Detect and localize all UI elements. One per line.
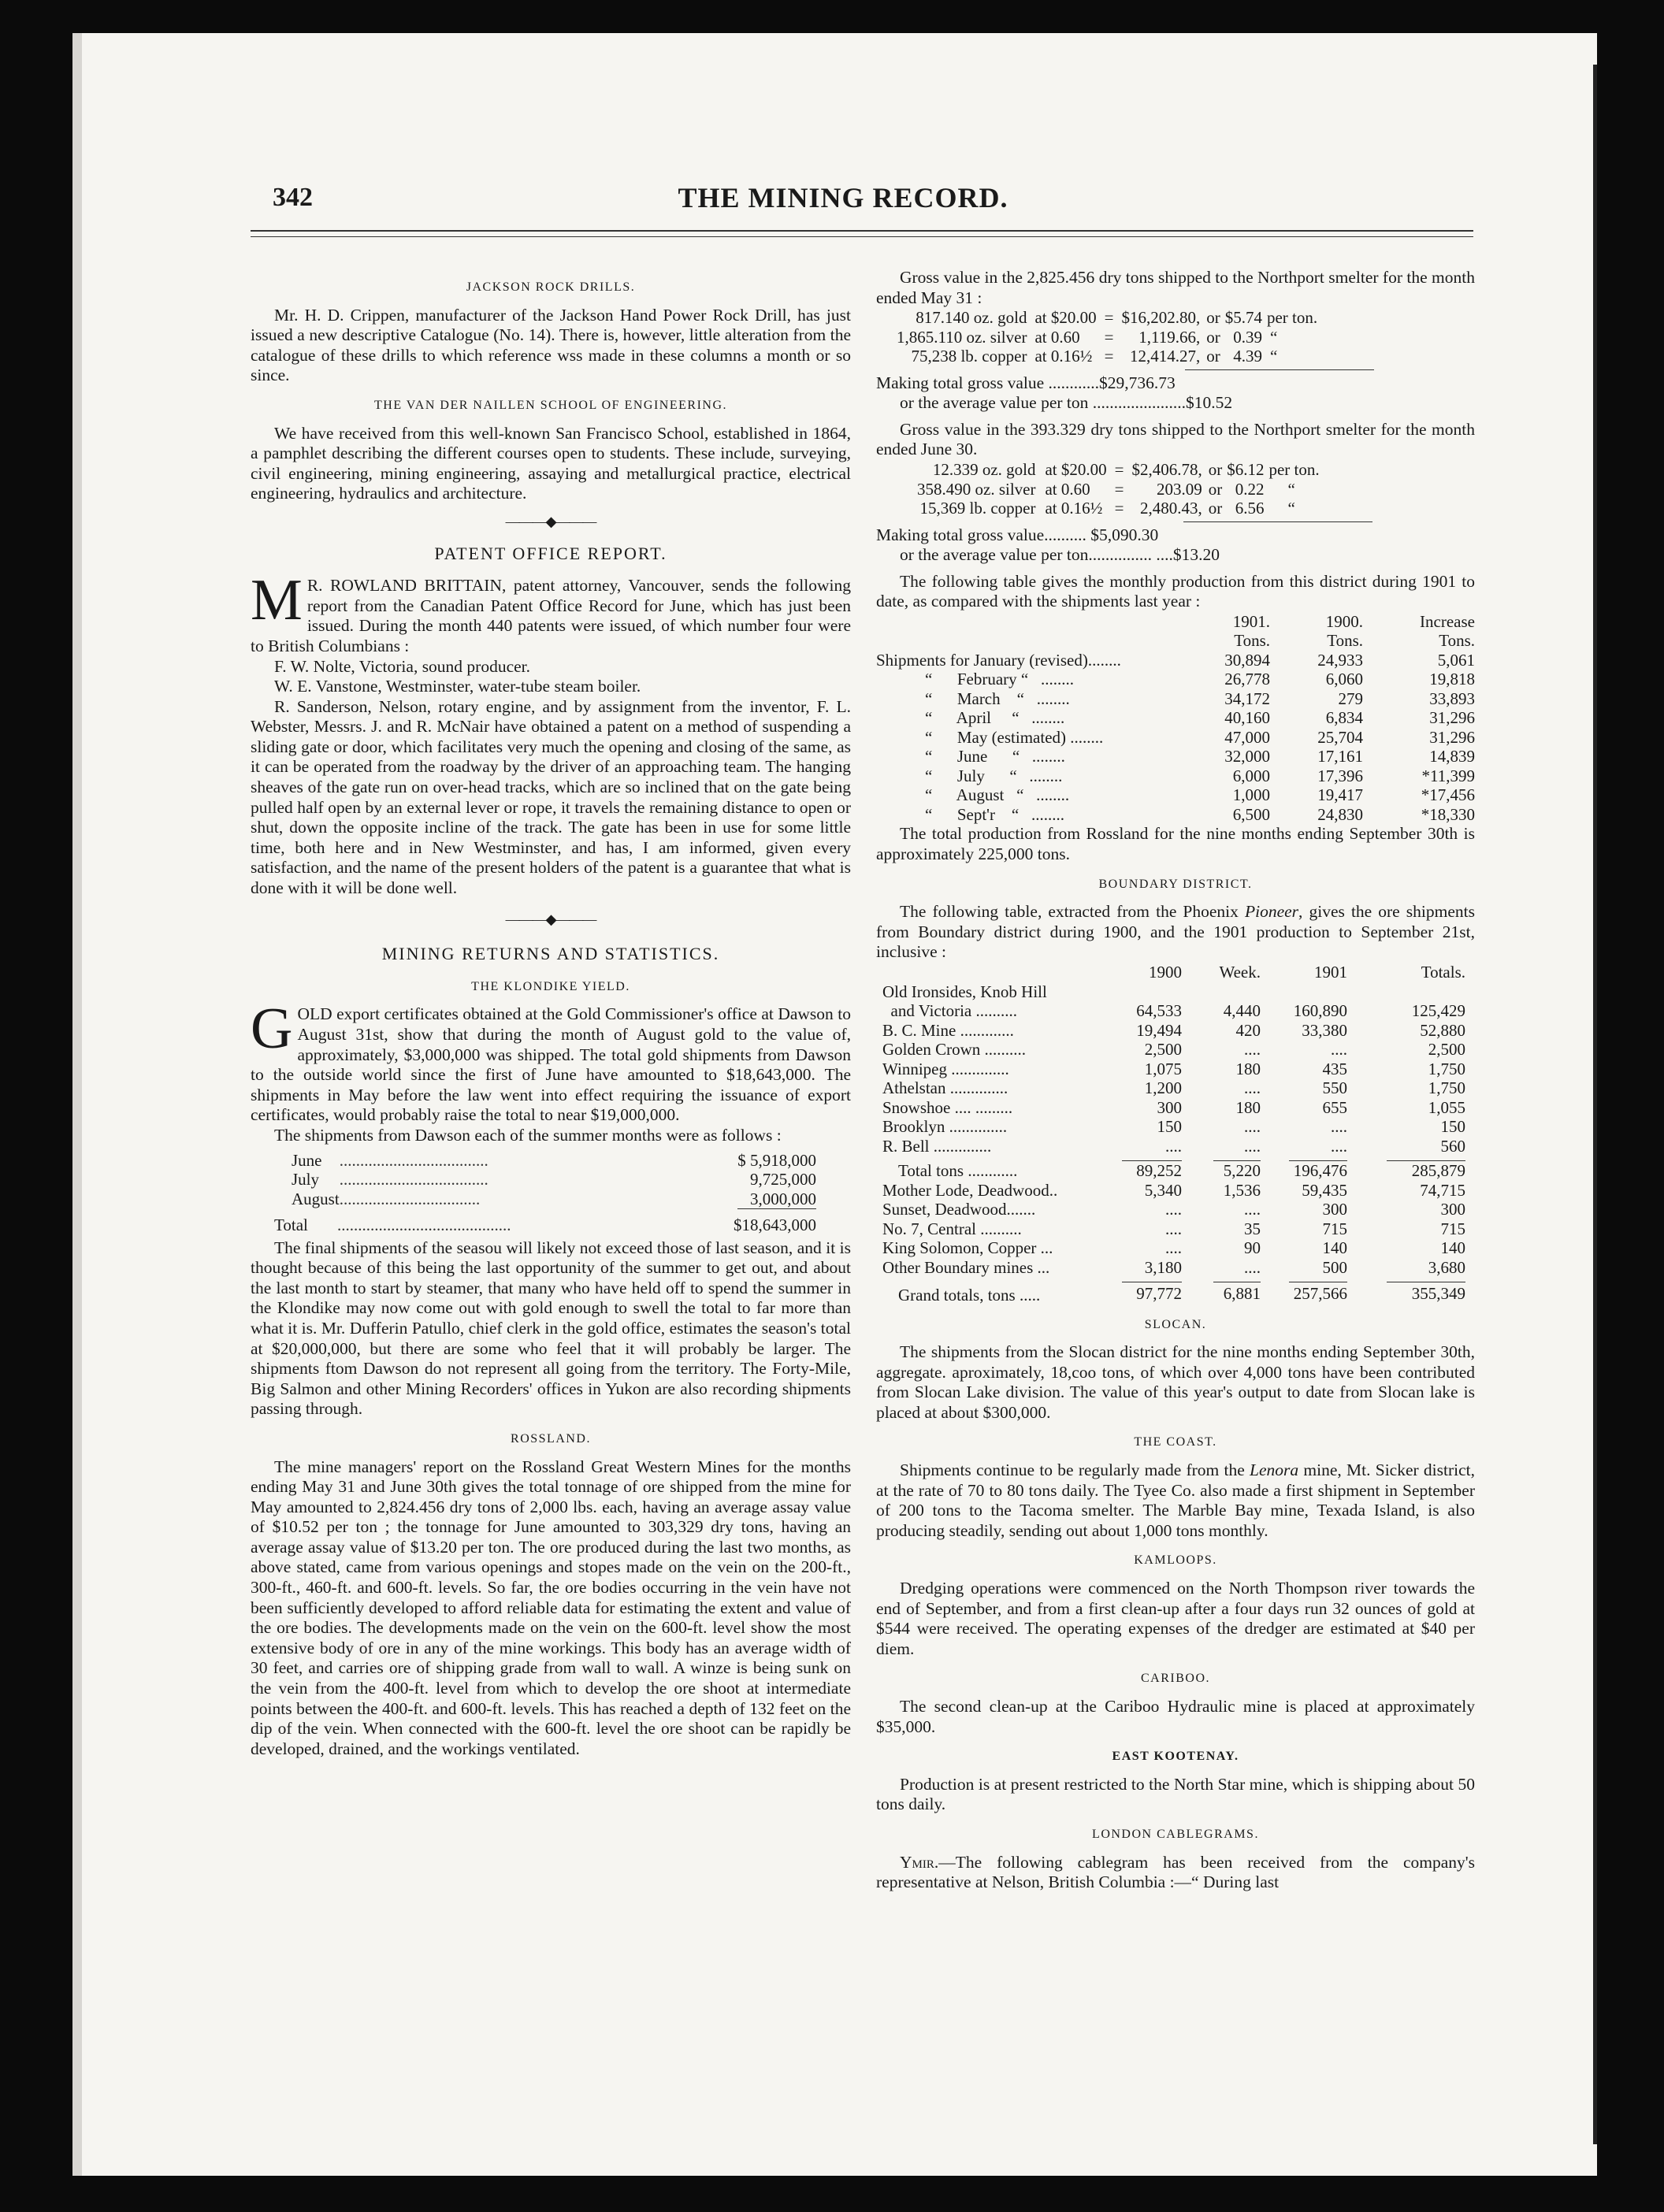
paragraph-coast bbox=[876, 1460, 1475, 1541]
row-value: 140 bbox=[1322, 1238, 1347, 1257]
cell-unit: per ton. bbox=[1266, 308, 1318, 328]
cell-qty: 358.490 oz. silver bbox=[917, 479, 1036, 499]
june-values-table bbox=[917, 460, 1320, 518]
row-value: .... bbox=[1244, 1136, 1261, 1156]
paragraph-monthly-after: The total production from Rossland for the nine months ending September 30th is approximately 225,000 tons. bbox=[876, 824, 1475, 864]
row-value: .... bbox=[1244, 1117, 1261, 1136]
row-value: .... bbox=[1331, 1136, 1347, 1156]
table-row bbox=[882, 982, 1465, 1002]
table-row bbox=[917, 480, 1320, 499]
cell-or: or bbox=[1206, 327, 1220, 347]
may-values-table bbox=[897, 308, 1317, 366]
row-value: .... bbox=[1165, 1136, 1182, 1156]
table-row bbox=[882, 1098, 1465, 1118]
june-sum-rule bbox=[1183, 521, 1372, 522]
row-value: 500 bbox=[1322, 1257, 1347, 1277]
cell-value: $16,202.80, bbox=[1121, 308, 1201, 328]
paragraph-van-der-naillen: We have received from this well-known San Francisco School, established in 1864, a pamphlet describing the different courses open to students. These include, surveying, civil engineering, mining engineering, assaying and metallurgical practice, electrical engineering, hydraulics and architecture. bbox=[251, 423, 851, 503]
subheading-boundary: BOUNDARY DISTRICT. bbox=[1098, 877, 1253, 891]
paragraph-rossland: The mine managers' report on the Rossland Great Western Mines for the months ending May 31 and June 30th gives the total tonnage of ore shipped from the mine for May amounted to 2,824.456 dry tons of 2,000 lbs. each, having an average assay value of $10.52 per ton ; the tonnage for June amounted to 303,329 dry tons, having an average assay value of $13.20 per ton. The ore produced during the last two months, as above stated, came from various openings and stopes made on the vein on the 200-ft., 300-ft., 460-ft. and 600-ft. levels. So far, the ore bodies occurring in the vein have not been sufficiently developed to afford reliable data for estimating the extent and value of the ore bodies. The developments made on the vein on the 600-ft. level show the most extensive body of ore in any of the mine workings. This body has an average width of 30 feet, and carries ore of shipping grade from wall to wall. A winze is being sunk on the vein from the 400-ft. level from which to develop the ore shoot at intermediate points between the 400-ft. and 600-ft. levels. This has reached a depth of 132 feet on the dip of the vein. When connected with the 600-ft. level the ore shoot can be rapidly be developed, drained, and the workings ventilated. bbox=[251, 1457, 851, 1758]
row-label: “ June “ ........ bbox=[925, 747, 1065, 766]
left-column bbox=[251, 268, 851, 1759]
row-value: .... bbox=[1165, 1200, 1182, 1219]
cell-value: 2,480.43, bbox=[1139, 499, 1202, 518]
table-row bbox=[882, 1200, 1465, 1219]
subheading-slocan: SLOCAN. bbox=[1144, 1317, 1207, 1331]
row-value: 1,000 bbox=[1232, 785, 1270, 805]
row-value: 715 bbox=[1440, 1219, 1465, 1238]
row-value: 1,750 bbox=[1428, 1059, 1465, 1078]
row-value: 25,704 bbox=[1317, 727, 1363, 747]
row-value: 52,880 bbox=[1420, 1020, 1465, 1040]
row-value bbox=[1261, 982, 1347, 1002]
page-title: THE MINING RECORD. bbox=[678, 182, 1008, 213]
subheading-klondike: THE KLONDIKE YIELD. bbox=[471, 979, 630, 993]
row-label: Total tons ............ bbox=[898, 1161, 1018, 1180]
cell-eq: = bbox=[1114, 499, 1124, 518]
boundary-intro-text: The following table, extracted from the Phoenix bbox=[900, 902, 1245, 922]
row-value: 140 bbox=[1440, 1238, 1465, 1257]
row-value bbox=[1182, 982, 1261, 1002]
row-value: 5,220 bbox=[1223, 1161, 1261, 1180]
cell-qty: 1,865.110 oz. silver bbox=[897, 327, 1027, 347]
patent-intro-text: R. ROWLAND BRITTAIN, patent attorney, Vancouver, sends the following report from the Canadian Patent Office Record for June, which has just been issued. During the month 440 patents were issued, of which number four were to British Columbians : bbox=[251, 576, 851, 655]
row-value: 3,680 bbox=[1428, 1257, 1465, 1277]
row-value: 1,200 bbox=[1144, 1078, 1182, 1097]
section-heading-van-der-naillen: THE VAN DER NAILLEN SCHOOL OF ENGINEERING. bbox=[373, 398, 727, 412]
row-value: 31,296 bbox=[1429, 708, 1475, 728]
row-value: 32,000 bbox=[1224, 747, 1270, 766]
table-rule-row bbox=[882, 1156, 1465, 1161]
row-value: 150 bbox=[1440, 1117, 1465, 1136]
row-label: Other Boundary mines ... bbox=[882, 1257, 1050, 1277]
row-value: 19,417 bbox=[1317, 785, 1363, 805]
row-value: 655 bbox=[1322, 1097, 1347, 1117]
row-value bbox=[1111, 982, 1182, 1002]
cell-or: or bbox=[1208, 499, 1223, 518]
table-row bbox=[882, 1021, 1465, 1041]
dawson-total-table bbox=[274, 1215, 816, 1235]
row-value: 125,429 bbox=[1411, 1001, 1465, 1020]
paragraph-monthly-intro: The following table gives the monthly production from this district during 1901 to date, as compared with the shipments last year : bbox=[876, 571, 1475, 611]
right-column bbox=[876, 268, 1475, 1893]
row-value: *18,330 bbox=[1421, 804, 1475, 824]
subheading-coast: THE COAST. bbox=[1134, 1435, 1217, 1449]
dawson-value: 3,000,000 bbox=[737, 1190, 816, 1209]
grand-total-totals: 355,349 bbox=[1411, 1284, 1465, 1303]
row-value: 17,161 bbox=[1317, 747, 1363, 766]
table-row bbox=[882, 1117, 1465, 1137]
column-header: Totals. bbox=[1421, 963, 1465, 982]
cell-eq: = bbox=[1114, 460, 1124, 480]
row-value: 64,533 bbox=[1136, 1001, 1182, 1020]
row-value: 196,476 bbox=[1293, 1161, 1347, 1180]
row-value: 550 bbox=[1322, 1078, 1347, 1097]
row-label: Winnipeg .............. bbox=[882, 1059, 1009, 1078]
row-value: 3,180 bbox=[1144, 1257, 1182, 1277]
row-value: 6,834 bbox=[1325, 708, 1363, 728]
paragraph-patent-intro bbox=[251, 568, 851, 656]
row-value: 300 bbox=[1440, 1200, 1465, 1219]
cell-unit: per ton. bbox=[1268, 460, 1320, 480]
table-row: Total .......................................... $18,643,000 bbox=[274, 1215, 816, 1235]
column-header: 1901. bbox=[1232, 611, 1270, 631]
cell-qty: 75,238 lb. copper bbox=[911, 347, 1027, 366]
row-label: No. 7, Central .......... bbox=[882, 1219, 1022, 1238]
header-rule-bottom bbox=[251, 236, 1473, 237]
dawson-month: July bbox=[292, 1170, 320, 1190]
row-label: “ July “ ........ bbox=[925, 766, 1063, 785]
row-value: 17,396 bbox=[1317, 766, 1363, 785]
row-label: Sunset, Deadwood....... bbox=[882, 1200, 1036, 1219]
cell-rate: at 0.16½ bbox=[1045, 499, 1103, 518]
row-value: 74,715 bbox=[1420, 1180, 1465, 1200]
row-value: 24,933 bbox=[1317, 650, 1363, 670]
row-value: 300 bbox=[1157, 1097, 1182, 1117]
row-label: “ August “ ........ bbox=[925, 785, 1070, 805]
row-value: 285,879 bbox=[1411, 1161, 1465, 1180]
table-row bbox=[917, 460, 1320, 480]
cell-or: or bbox=[1208, 479, 1223, 499]
cell-per-ton: $5.74 bbox=[1224, 308, 1262, 328]
dawson-month: June bbox=[292, 1150, 322, 1170]
paragraph-klondike-1 bbox=[251, 997, 851, 1126]
table-row-grand-total bbox=[882, 1282, 1465, 1305]
cell-per-ton: $6.12 bbox=[1227, 460, 1265, 480]
row-value: 14,839 bbox=[1429, 747, 1475, 766]
boundary-intro-text: , gives the ore shipments from Boundary district during 1900, and the 1901 production to September 21st, inclusive : bbox=[876, 902, 1475, 962]
dawson-total-value: $18,643,000 bbox=[734, 1215, 816, 1235]
grand-total-week: 6,881 bbox=[1223, 1284, 1261, 1303]
paragraph-klondike-3: The final shipments of the seasou will likely not exceed those of last season, and it is thought because of this being the last opportunity of the summer to get out, and about the last month to start by steamer, that many who have held off to spend the summer in the Klondike may now come out with gold enough to swell the total to far more than what it is. Mr. Dufferin Patullo, chief clerk in the gold office, estimates the season's total at $20,000,000, but there are some who feel that it will probably be larger. The shipments ftom Dawson do not represent all going from the territory. The Forty-Mile, Big Salmon and other Mining Recorders' offices in Yukon are also recording shipments passing through. bbox=[251, 1238, 851, 1419]
column-unit: Tons. bbox=[1234, 631, 1270, 651]
dawson-total-label: Total bbox=[274, 1215, 308, 1235]
cell-or: or bbox=[1208, 460, 1223, 480]
section-heading-mining-returns: MINING RETURNS AND STATISTICS. bbox=[381, 944, 720, 964]
column-unit: Tons. bbox=[1327, 631, 1363, 651]
paragraph-kamloops: Dredging operations were commenced on the North Thompson river towards the end of September, and from a first clean-up after a four days run 32 ounces of gold at $544 were received. The operating expenses of the dredger are estimated at $40 per diem. bbox=[876, 1579, 1475, 1658]
table-row bbox=[882, 1219, 1465, 1239]
may-average-line: or the average value per ton ......................$10.52 bbox=[900, 393, 1233, 413]
grand-total-label: Grand totals, tons ..... bbox=[898, 1286, 1041, 1305]
cell-value: 203.09 bbox=[1156, 479, 1202, 499]
cell-unit: “ bbox=[1287, 499, 1295, 518]
row-label: King Solomon, Copper ... bbox=[882, 1238, 1053, 1257]
row-value: 19,494 bbox=[1136, 1020, 1182, 1040]
klondike-text-1: OLD export certificates obtained at the Gold Commissioner's office at Dawson to August 31st, show that during the month of August gold to the value of, approximately, $3,000,000 was shipped. The total gold shipments from Dawson to the outside world since the first of June have amounted to $18,643,000. The shipments in May before the law went into effect requiring the issuance of export certificates, would probably raise the total to near $19,000,000. bbox=[251, 1004, 851, 1125]
boundary-rows-2 bbox=[882, 1161, 1465, 1277]
row-value: 4,440 bbox=[1223, 1001, 1261, 1020]
table-row bbox=[876, 651, 1475, 670]
row-value: 1,075 bbox=[1144, 1059, 1182, 1078]
row-value: 26,778 bbox=[1224, 670, 1270, 689]
table-row bbox=[882, 1060, 1465, 1079]
table-row bbox=[882, 1137, 1465, 1156]
table-row bbox=[897, 347, 1317, 366]
row-label: “ Sept'r “ ........ bbox=[925, 804, 1065, 824]
subheading-rossland: ROSSLAND. bbox=[511, 1431, 591, 1446]
monthly-production-table bbox=[876, 612, 1475, 825]
cell-or: or bbox=[1206, 308, 1220, 328]
row-value: 6,000 bbox=[1232, 766, 1270, 785]
table-row bbox=[917, 499, 1320, 518]
row-value: .... bbox=[1331, 1040, 1347, 1059]
cell-unit: “ bbox=[1269, 347, 1278, 366]
row-value: .... bbox=[1244, 1257, 1261, 1277]
cell-value: 1,119.66, bbox=[1138, 327, 1201, 347]
table-header-row bbox=[876, 612, 1475, 632]
row-label: “ May (estimated) ........ bbox=[925, 727, 1104, 747]
row-value: *17,456 bbox=[1421, 785, 1475, 805]
row-value: 1,055 bbox=[1428, 1097, 1465, 1117]
row-value: 89,252 bbox=[1136, 1161, 1182, 1180]
cell-per-ton: 4.39 bbox=[1233, 347, 1262, 366]
table-row bbox=[882, 1161, 1465, 1181]
cell-value: 12,414.27, bbox=[1129, 347, 1201, 366]
row-value: 24,830 bbox=[1317, 804, 1363, 824]
row-value: 300 bbox=[1322, 1200, 1347, 1219]
cell-eq: = bbox=[1104, 327, 1114, 347]
table-row: June .................................... $ 5,918,000 bbox=[292, 1150, 816, 1170]
dawson-value: 9,725,000 bbox=[750, 1170, 816, 1190]
patent-item-vanstone: W. E. Vanstone, Westminster, water-tube steam boiler. bbox=[274, 677, 641, 696]
london-lead-word: Ymir. bbox=[900, 1852, 939, 1872]
paragraph-london bbox=[876, 1853, 1475, 1893]
row-value: 47,000 bbox=[1224, 727, 1270, 747]
row-label: “ April “ ........ bbox=[925, 708, 1065, 728]
row-value: 180 bbox=[1235, 1097, 1261, 1117]
table-row bbox=[876, 766, 1475, 786]
section-heading-patent: PATENT OFFICE REPORT. bbox=[434, 543, 667, 563]
london-text: —The following cablegram has been received from the company's representative at Nelson, British Columbia :—“ During last bbox=[876, 1852, 1475, 1892]
table-row bbox=[882, 1040, 1465, 1060]
coast-emphasis: Lenora bbox=[1250, 1460, 1299, 1480]
june-average-line: or the average value per ton............... ....$13.20 bbox=[900, 545, 1220, 565]
row-value: 90 bbox=[1244, 1238, 1261, 1257]
cell-unit: “ bbox=[1287, 479, 1295, 499]
table-row bbox=[876, 805, 1475, 825]
column-header: 1900 bbox=[1149, 963, 1182, 982]
ornament-divider: ———◆——— bbox=[505, 911, 596, 927]
drop-cap-g: G bbox=[251, 997, 293, 1062]
table-row bbox=[876, 689, 1475, 709]
row-value: 2,500 bbox=[1144, 1040, 1182, 1059]
row-value: 160,890 bbox=[1293, 1001, 1347, 1020]
table-header-row bbox=[876, 631, 1475, 651]
row-value: 33,380 bbox=[1302, 1020, 1347, 1040]
row-value: 33,893 bbox=[1429, 688, 1475, 708]
row-value: 40,160 bbox=[1224, 708, 1270, 728]
column-header: 1901 bbox=[1314, 963, 1347, 982]
table-row: July .................................... 9,725,000 bbox=[292, 1170, 816, 1190]
page-edge-shadow bbox=[1593, 65, 1597, 2144]
dawson-month: August bbox=[292, 1189, 340, 1208]
table-row bbox=[876, 728, 1475, 748]
cell-value: $2,406.78, bbox=[1131, 460, 1202, 480]
table-header-row bbox=[882, 963, 1465, 982]
dawson-value: $ 5,918,000 bbox=[737, 1150, 816, 1170]
table-row bbox=[882, 1181, 1465, 1201]
drop-cap-m: M bbox=[251, 568, 303, 633]
boundary-rows bbox=[882, 982, 1465, 1156]
paragraph-slocan: The shipments from the Slocan district for the nine months ending September 30th, aggregate. aproximately, 18,coo tons, of which over 4,000 tons have been contributed from Slocan Lake division. The value of this year's output to date from Slocan lake is placed at about $300,000. bbox=[876, 1342, 1475, 1422]
row-label: “ March “ ........ bbox=[925, 688, 1070, 708]
row-value: .... bbox=[1331, 1117, 1347, 1136]
subheading-kamloops: KAMLOOPS. bbox=[1134, 1553, 1217, 1568]
header-rule-top bbox=[251, 230, 1473, 232]
page-number: 342 bbox=[273, 183, 313, 212]
cell-eq: = bbox=[1114, 479, 1124, 499]
row-value: 35 bbox=[1244, 1219, 1261, 1238]
row-value: 435 bbox=[1322, 1059, 1347, 1078]
cell-qty: 15,369 lb. copper bbox=[919, 499, 1036, 518]
row-value: .... bbox=[1165, 1238, 1182, 1257]
row-label: Mother Lode, Deadwood.. bbox=[882, 1180, 1058, 1200]
table-row bbox=[882, 1238, 1465, 1258]
row-value bbox=[1347, 982, 1465, 1002]
row-value: .... bbox=[1244, 1078, 1261, 1097]
column-header: 1900. bbox=[1325, 611, 1363, 631]
column-unit: Tons. bbox=[1439, 631, 1475, 651]
row-value: 59,435 bbox=[1302, 1180, 1347, 1200]
table-row bbox=[897, 308, 1317, 328]
paragraph-east-kootenay: Production is at present restricted to the North Star mine, which is shipping about 50 tons daily. bbox=[876, 1774, 1475, 1814]
row-value: 1,750 bbox=[1428, 1078, 1465, 1097]
cell-per-ton: 0.39 bbox=[1233, 327, 1262, 347]
cell-per-ton: 6.56 bbox=[1235, 499, 1265, 518]
coast-text: Shipments continue to be regularly made from the bbox=[900, 1460, 1250, 1480]
cell-qty: 817.140 oz. gold bbox=[916, 308, 1027, 328]
row-label: and Victoria .......... bbox=[882, 1001, 1017, 1020]
paragraph-klondike-2: The shipments from Dawson each of the summer months were as follows : bbox=[274, 1125, 782, 1145]
ornament-divider: ———◆——— bbox=[505, 513, 596, 529]
table-row bbox=[897, 328, 1317, 347]
row-label: B. C. Mine ............. bbox=[882, 1020, 1014, 1040]
table-row bbox=[882, 1258, 1465, 1278]
paragraph-may-intro: Gross value in the 2,825.456 dry tons shipped to the Northport smelter for the month ended May 31 : bbox=[876, 268, 1475, 307]
table-row bbox=[876, 747, 1475, 766]
row-value: 30,894 bbox=[1224, 650, 1270, 670]
row-value: 715 bbox=[1322, 1219, 1347, 1238]
row-value: *11,399 bbox=[1421, 766, 1475, 785]
row-value: 279 bbox=[1338, 688, 1363, 708]
row-label: Old Ironsides, Knob Hill bbox=[882, 982, 1047, 1001]
row-label: “ February “ ........ bbox=[925, 670, 1074, 689]
cell-per-ton: 0.22 bbox=[1235, 479, 1265, 499]
cell-rate: at 0.16½ bbox=[1034, 347, 1093, 366]
grand-total-1901: 257,566 bbox=[1293, 1284, 1347, 1303]
dawson-shipments-table bbox=[292, 1151, 816, 1210]
row-value: 31,296 bbox=[1429, 727, 1475, 747]
row-value: 1,536 bbox=[1223, 1180, 1261, 1200]
table-row bbox=[882, 1001, 1465, 1021]
row-value: 420 bbox=[1235, 1020, 1261, 1040]
subheading-cariboo: CARIBOO. bbox=[1140, 1672, 1210, 1686]
boundary-shipments-table bbox=[882, 963, 1465, 1305]
row-label: Brooklyn .............. bbox=[882, 1117, 1008, 1136]
boundary-intro-emphasis: Pioneer bbox=[1244, 902, 1299, 922]
patent-item-nolte: F. W. Nolte, Victoria, sound producer. bbox=[274, 656, 531, 676]
section-heading-jackson: JACKSON ROCK DRILLS. bbox=[466, 280, 636, 294]
cell-eq: = bbox=[1104, 308, 1114, 328]
grand-total-1900: 97,772 bbox=[1136, 1284, 1182, 1303]
cell-or: or bbox=[1206, 347, 1220, 366]
row-label: Golden Crown .......... bbox=[882, 1040, 1026, 1059]
row-value: 150 bbox=[1157, 1117, 1182, 1136]
row-value: 6,060 bbox=[1325, 670, 1363, 689]
june-total-line: Making total gross value.......... $5,090.30 bbox=[876, 525, 1159, 544]
table-row bbox=[876, 785, 1475, 805]
table-row bbox=[876, 670, 1475, 689]
row-label: Shipments for January (revised)........ bbox=[876, 650, 1121, 670]
cell-qty: 12.339 oz. gold bbox=[932, 460, 1036, 480]
column-header: Week. bbox=[1219, 963, 1261, 982]
cell-eq: = bbox=[1104, 347, 1114, 366]
paragraph-boundary-intro bbox=[876, 902, 1475, 963]
coast-text: mine, Mt. Sicker district, at the rate of 70 to 80 tons daily. The Tyee Co. also made a first shipment in September of 200 tons to the Tacoma smelter. The Marble Bay mine, Texada Island, is also producing steadily, sending out about 1,000 tons monthly. bbox=[876, 1460, 1476, 1540]
row-value: .... bbox=[1244, 1040, 1261, 1059]
table-rule-row bbox=[882, 1277, 1465, 1282]
table-row bbox=[876, 708, 1475, 728]
may-sum-rule bbox=[1185, 369, 1374, 370]
paragraph-patent-sanderson: R. Sanderson, Nelson, rotary engine, and by assignment from the inventor, F. L. Webster, Messrs. J. and R. McNair have obtained a patent on a method of suspending a sliding gate or door, which facilitates very much the opening and closing of the same, as it can be operated from the roadway by the driver of an approaching team. The hanging sheaves of the gate run on over-head tracks, which are so inclined that on the gate being pulled half open by an external lever or rope, it travels the remaining distance to open or shut, down the opposite incline of the track. The gate has been in use for some little time, both here and in New Westminster, and has, I am informed, given every satisfaction, and the name of the present holders of the patent is a guarantee that what is done with it will be done well. bbox=[251, 696, 851, 898]
cell-unit: “ bbox=[1269, 327, 1278, 347]
row-value: 34,172 bbox=[1224, 688, 1270, 708]
paragraph-cariboo: The second clean-up at the Cariboo Hydraulic mine is placed at approximately $35,000. bbox=[876, 1697, 1475, 1736]
row-label: Snowshoe .... ......... bbox=[882, 1097, 1013, 1117]
row-value: 180 bbox=[1235, 1059, 1261, 1078]
subheading-east-kootenay: EAST KOOTENAY. bbox=[1112, 1750, 1239, 1764]
row-value: 560 bbox=[1440, 1136, 1465, 1156]
row-value: 6,500 bbox=[1232, 804, 1270, 824]
cell-rate: at 0.60 bbox=[1034, 327, 1080, 347]
subheading-london-cablegrams: LONDON CABLEGRAMS. bbox=[1092, 1827, 1259, 1841]
cell-rate: at $20.00 bbox=[1045, 460, 1107, 480]
monthly-rows bbox=[876, 651, 1475, 825]
row-value: .... bbox=[1244, 1200, 1261, 1219]
row-value: 5,061 bbox=[1437, 650, 1475, 670]
table-row: August .................................. 3,000,000 bbox=[292, 1189, 816, 1208]
cell-rate: at 0.60 bbox=[1045, 479, 1090, 499]
may-total-line: Making total gross value ............$29,736.73 bbox=[876, 373, 1176, 392]
column-header: Increase bbox=[1420, 611, 1475, 631]
row-value: 19,818 bbox=[1429, 670, 1475, 689]
row-label: R. Bell .............. bbox=[882, 1136, 992, 1156]
cell-rate: at $20.00 bbox=[1034, 308, 1097, 328]
row-value: .... bbox=[1165, 1219, 1182, 1238]
paragraph-june-intro: Gross value in the 393.329 dry tons shipped to the Northport smelter for the month ended June 30. bbox=[876, 419, 1475, 459]
row-value: 5,340 bbox=[1144, 1180, 1182, 1200]
table-row bbox=[882, 1078, 1465, 1098]
row-value: 2,500 bbox=[1428, 1040, 1465, 1059]
row-label: Athelstan .............. bbox=[882, 1078, 1008, 1097]
paragraph-jackson: Mr. H. D. Crippen, manufacturer of the Jackson Hand Power Rock Drill, has just issued a new descriptive Catalogue (No. 14). There is, however, little alteration from the catalogue of these drills to which reference wss made in these columns a month or so since. bbox=[251, 305, 851, 385]
